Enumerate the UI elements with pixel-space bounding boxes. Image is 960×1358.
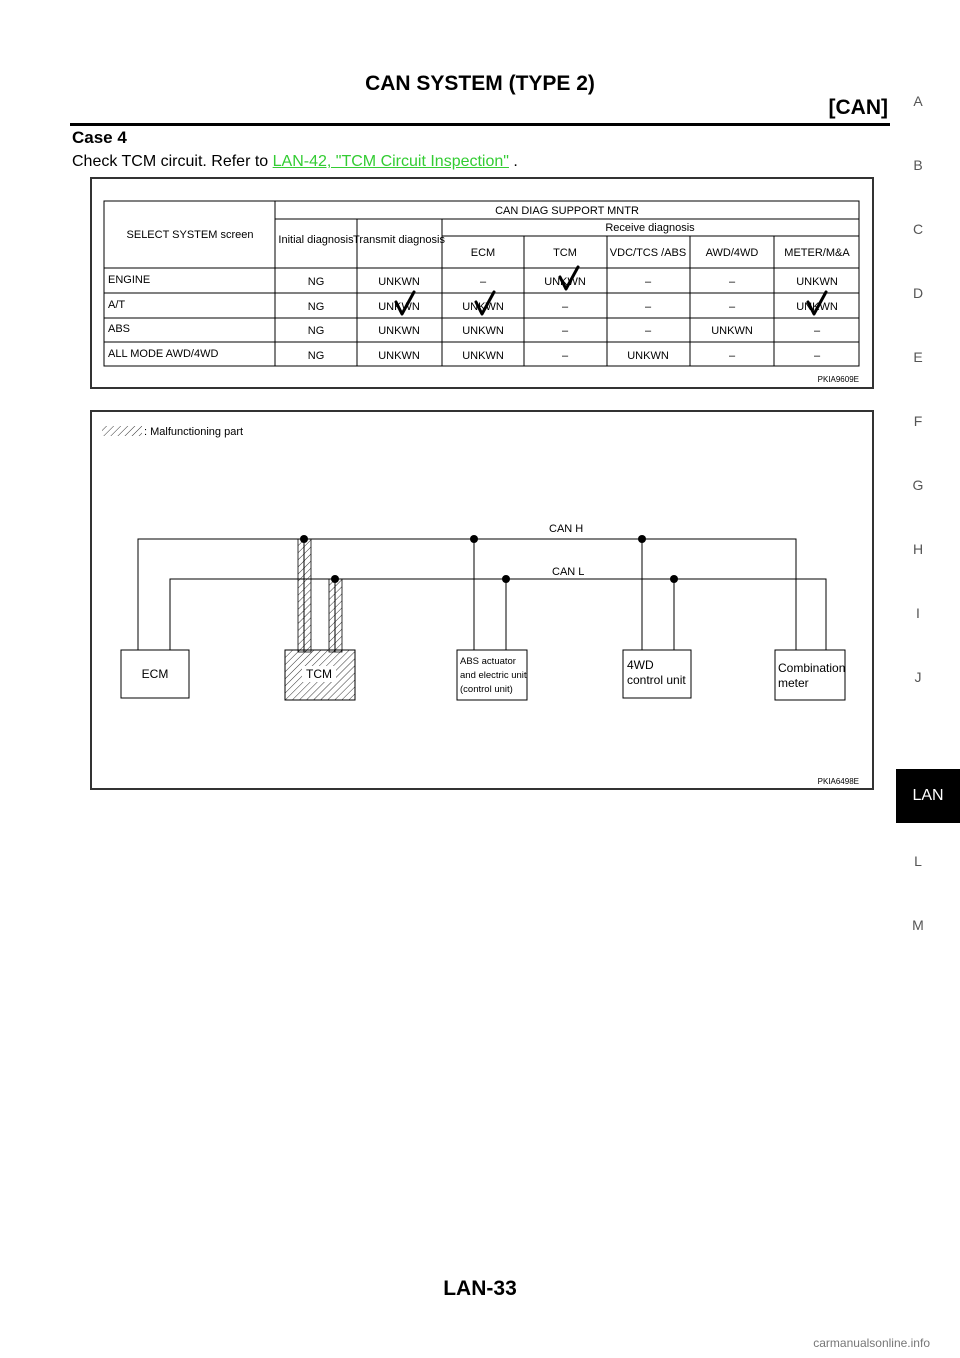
col-ecm: ECM xyxy=(470,247,496,259)
legend-hatch-swatch xyxy=(102,426,142,436)
table-cell: NG xyxy=(307,276,325,288)
reference-prefix: Check TCM circuit. Refer to xyxy=(72,153,273,170)
meter-label-line1: Combination xyxy=(778,661,846,675)
table-cell: – xyxy=(644,276,652,288)
junction-dot xyxy=(331,575,339,583)
diag-table-svg xyxy=(92,179,872,387)
table-cell: UNKWN xyxy=(378,325,420,337)
side-index-lan[interactable]: LAN xyxy=(896,769,960,823)
tcm-can-h-hatch xyxy=(298,539,311,652)
table-cell: UNKWN xyxy=(462,325,504,337)
tcm-can-l-hatch xyxy=(329,579,342,652)
table-cell: – xyxy=(561,301,569,313)
table-cell: – xyxy=(644,325,652,337)
col-meter: METER/M&A xyxy=(784,247,850,259)
side-index-b[interactable]: B xyxy=(913,157,923,173)
junction-dot xyxy=(300,535,308,543)
table-cell: NG xyxy=(307,301,325,313)
table-row-name: ENGINE xyxy=(108,274,151,286)
can-l-label: CAN L xyxy=(552,566,585,578)
abs-label-line1: ABS actuator xyxy=(460,656,516,667)
table-cell: – xyxy=(561,350,569,362)
table-cell: – xyxy=(728,276,736,288)
side-index-j[interactable]: J xyxy=(914,669,922,685)
side-index-a[interactable]: A xyxy=(913,93,923,109)
meter-box xyxy=(775,650,845,700)
table-cell: NG xyxy=(307,350,325,362)
tcm-label: TCM xyxy=(306,667,332,681)
table-row-name: A/T xyxy=(108,299,126,311)
side-index-l[interactable]: L xyxy=(914,853,922,869)
table-cell: UNKWN xyxy=(544,276,586,288)
table-cell: NG xyxy=(307,325,325,337)
table-row-name: ABS xyxy=(108,323,131,335)
side-index-d[interactable]: D xyxy=(912,285,924,301)
case-heading: Case 4 xyxy=(72,128,127,147)
table-row-name: ALL MODE AWD/4WD xyxy=(108,348,219,360)
can-h-label: CAN H xyxy=(549,523,584,535)
awd-label-line1: 4WD xyxy=(627,658,654,672)
select-system-header: SELECT SYSTEM screen xyxy=(126,229,254,241)
side-index-f[interactable]: F xyxy=(913,413,923,429)
abs-label-line2: and electric unit xyxy=(460,670,527,681)
side-index-g[interactable]: G xyxy=(912,477,924,493)
table-cell: UNKWN xyxy=(627,350,669,362)
reference-link[interactable]: LAN-42, "TCM Circuit Inspection" xyxy=(272,153,509,170)
table-cell: – xyxy=(644,301,652,313)
table-cell: – xyxy=(813,350,821,362)
table-cell: – xyxy=(728,301,736,313)
table-figure-code: PKIA9609E xyxy=(817,375,859,384)
junction-dot xyxy=(670,575,678,583)
wiring-figure-code: PKIA6498E xyxy=(817,777,859,786)
side-index-h[interactable]: H xyxy=(912,541,924,557)
page-number: LAN-33 xyxy=(443,1277,517,1300)
junction-dot xyxy=(638,535,646,543)
junction-dot xyxy=(502,575,510,583)
can-wiring-figure xyxy=(90,410,874,790)
col-vdc: VDC/TCS /ABS xyxy=(609,247,687,259)
col-awd: AWD/4WD xyxy=(705,247,759,259)
can-h-line xyxy=(138,539,796,652)
table-cell: UNKWN xyxy=(462,301,504,313)
awd-label-line2: control unit xyxy=(627,673,686,687)
table-cell: – xyxy=(561,325,569,337)
receive-diag-header: Receive diagnosis xyxy=(605,222,695,234)
side-index-c[interactable]: C xyxy=(912,221,924,237)
table-cell: – xyxy=(728,350,736,362)
abs-label-line3: (control unit) xyxy=(460,684,513,695)
table-cell: UNKWN xyxy=(711,325,753,337)
can-diag-header: CAN DIAG SUPPORT MNTR xyxy=(495,205,639,217)
transmit-diag-header: Transmit diagnosis xyxy=(353,234,445,246)
table-cell: UNKWN xyxy=(378,301,420,313)
table-cell: UNKWN xyxy=(796,301,838,313)
side-index-e[interactable]: E xyxy=(913,349,923,365)
table-cell: UNKWN xyxy=(796,276,838,288)
initial-diag-header: Initial diagnosis xyxy=(278,234,354,246)
header-rule xyxy=(70,123,890,126)
can-l-line xyxy=(170,579,826,652)
col-tcm: TCM xyxy=(553,247,577,259)
watermark: carmanualsonline.info xyxy=(813,1336,930,1350)
can-wiring-svg xyxy=(92,412,872,788)
side-index-i[interactable]: I xyxy=(916,605,920,621)
junction-dot xyxy=(470,535,478,543)
reference-text xyxy=(72,153,518,171)
page-title: CAN SYSTEM (TYPE 2) xyxy=(365,72,595,95)
meter-label-line2: meter xyxy=(778,676,809,690)
legend-text: : Malfunctioning part xyxy=(144,426,244,438)
section-label: [CAN] xyxy=(828,96,888,119)
ecm-label: ECM xyxy=(141,667,169,681)
table-cell: – xyxy=(479,276,487,288)
check-marks xyxy=(396,267,826,314)
table-cell: UNKWN xyxy=(378,350,420,362)
table-cell: UNKWN xyxy=(378,276,420,288)
table-cell: UNKWN xyxy=(462,350,504,362)
side-index-m[interactable]: M xyxy=(912,917,924,933)
table-cell: – xyxy=(813,325,821,337)
diag-table-figure xyxy=(90,177,874,389)
reference-suffix: . xyxy=(508,153,518,170)
